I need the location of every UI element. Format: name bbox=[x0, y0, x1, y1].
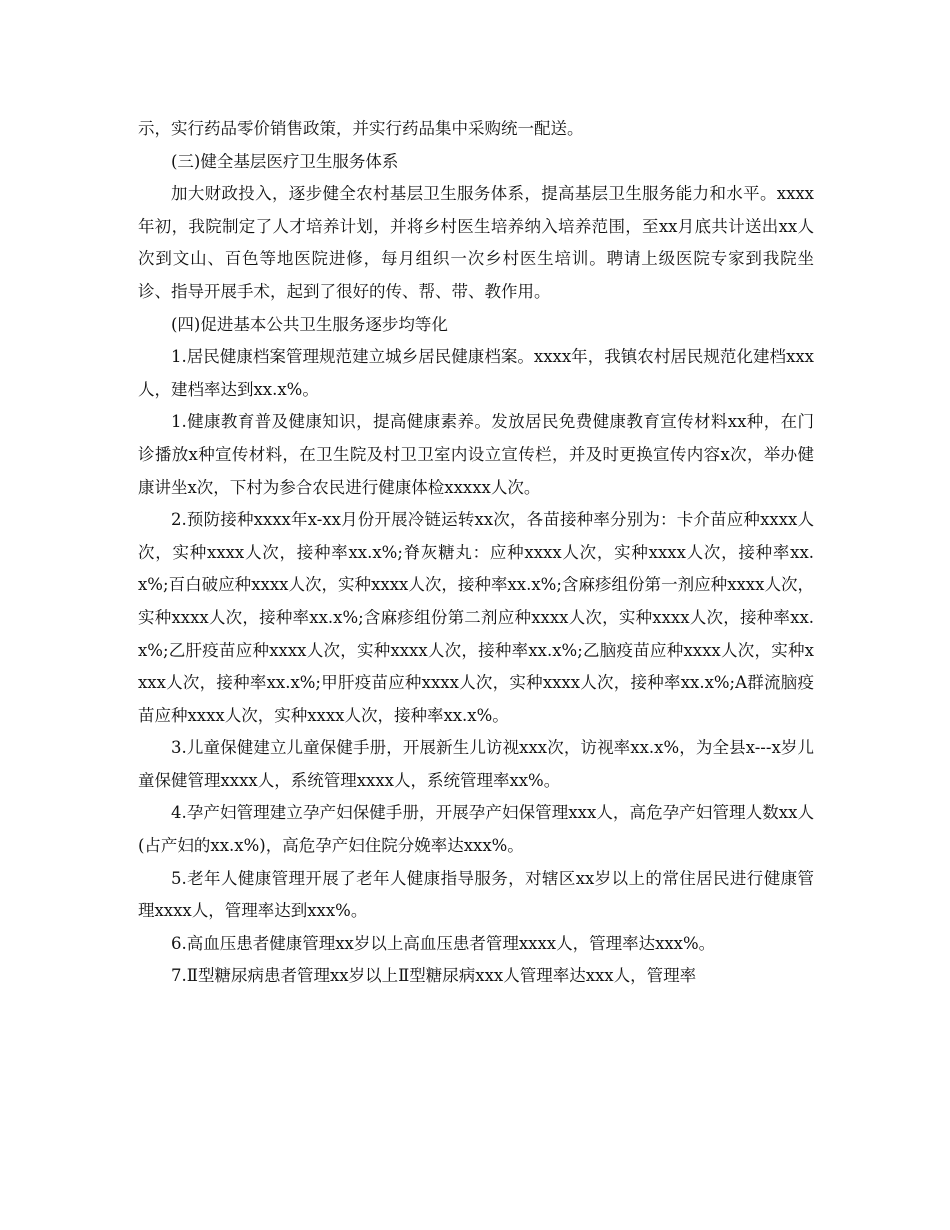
paragraph-health-education: 1.健康教育普及健康知识，提高健康素养。发放居民免费健康教育宣传材料xx种，在门诊播放x种宣传材料，在卫生院及村卫卫室内设立宣传栏，并及时更换宣传内容x次，举办健康讲坐x次，下村为参合农民进行健康体检xxxxx人次。 bbox=[138, 412, 814, 497]
paragraph-diabetes: 7.Ⅱ型糖尿病患者管理xx岁以上Ⅱ型糖尿病xxx人管理率达xxx人，管理率 bbox=[171, 966, 697, 986]
section-heading-4: (四)促进基本公共卫生服务逐步均等化 bbox=[171, 314, 448, 334]
document-body bbox=[138, 113, 814, 993]
paragraph-child-health: 3.儿童保健建立儿童保健手册，开展新生儿访视xxx次，访视率xx.x%，为全县x---x岁儿童保健管理xxxx人，系统管理xxxx人，系统管理率xx%。 bbox=[138, 738, 814, 790]
paragraph-elderly-health: 5.老年人健康管理开展了老年人健康指导服务，对辖区xx岁以上的常住居民进行健康管理xxxx人，管理率达到xxx%。 bbox=[138, 868, 814, 921]
paragraph-vaccination: 2.预防接种xxxx年x-xx月份开展冷链运转xx次，各苗接种率分别为：卡介苗应种xxxx人次，实种xxxx人次，接种率xx.x%;脊灰糖丸：应种xxxx人次，实种xxxx人次，接种率xx.x%;百白破应种xxxx人次，实种xxxx人次，接种率xx.x%;含麻疹组份第一剂应种xxxx人次，实种xxxx人次，接种率xx.x%;含麻疹组份第二剂应种xxxx人次，实种xxxx人次，接种率xx.x%;乙肝疫苗应种xxxx人次，实种xxxx人次，接种率xx.x%;乙脑疫苗应种xxxx人次，实种xxxx人次，接种率xx.x%;甲肝疫苗应种xxxx人次，实种xxxx人次，接种率xx.x%;A群流脑疫苗应种xxxx人次，实种xxxx人次，接种率xx.x%。 bbox=[138, 510, 814, 725]
paragraph-grassroots-service: 加大财政投入，逐步健全农村基层卫生服务体系，提高基层卫生服务能力和水平。xxxx年初，我院制定了人才培养计划，并将乡村医生培养纳入培养范围，至xx月底共计送出xx人次到文山、百色等地医院进修，每月组织一次乡村医生培训。聘请上级医院专家到我院坐诊、指导开展手术，起到了很好的传、帮、带、教作用。 bbox=[138, 184, 814, 301]
paragraph-maternal-management: 4.孕产妇管理建立孕产妇保健手册，开展孕产妇保管理xxx人，高危孕产妇管理人数xx人(占产妇的xx.x%)，高危孕产妇住院分娩率达xxx%。 bbox=[138, 803, 814, 856]
paragraph-health-records: 1.居民健康档案管理规范建立城乡居民健康档案。xxxx年，我镇农村居民规范化建档xxx人，建档率达到xx.x%。 bbox=[138, 347, 814, 399]
section-heading-3: (三)健全基层医疗卫生服务体系 bbox=[171, 151, 399, 171]
paragraph-continuation: 示，实行药品零价销售政策，并实行药品集中采购统一配送。 bbox=[138, 119, 584, 138]
paragraph-hypertension: 6.高血压患者健康管理xx岁以上高血压患者管理xxxx人，管理率达xxx%。 bbox=[171, 933, 716, 953]
